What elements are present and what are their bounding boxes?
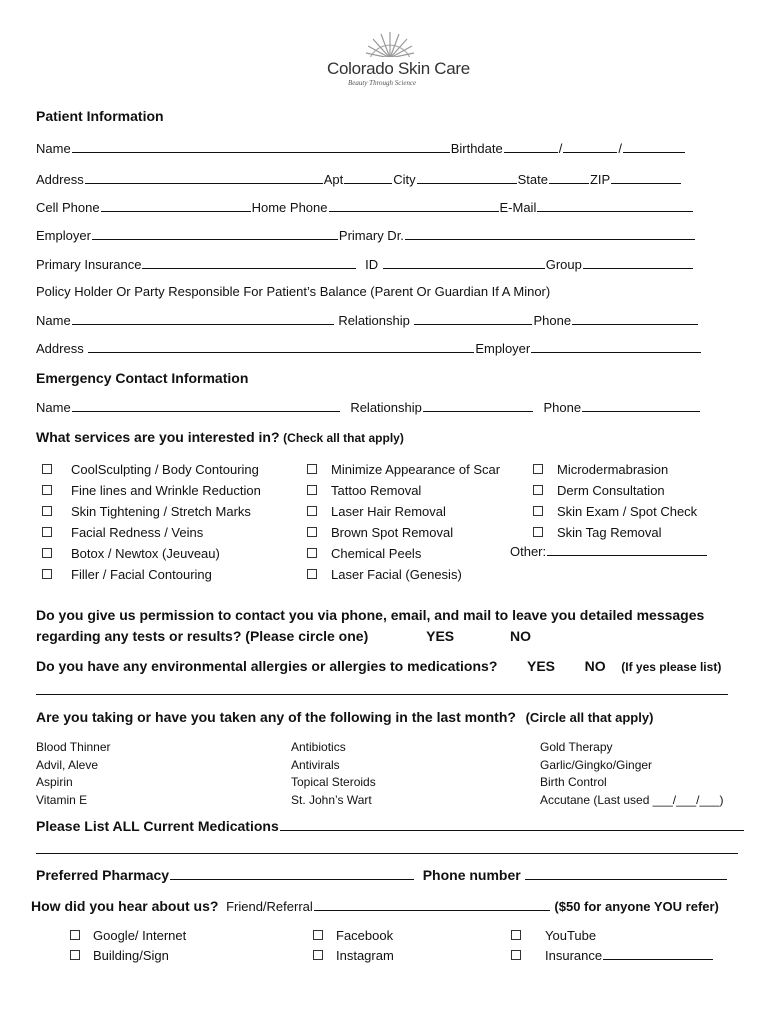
referral-item[interactable]: Instagram (313, 946, 394, 966)
policy-note: Policy Holder Or Party Responsible For Patient’s Balance (Parent Or Guardian If A Minor) (36, 284, 551, 299)
checkbox[interactable] (42, 569, 52, 579)
apt-field[interactable] (344, 171, 392, 184)
state-field[interactable] (549, 171, 589, 184)
pharmacy-field[interactable] (170, 867, 414, 880)
med-item[interactable]: Antibiotics (291, 740, 346, 754)
group-field[interactable] (583, 256, 693, 269)
permission-line1: Do you give us permission to contact you via phone, email, and mail to leave you detailed messages (36, 607, 705, 623)
meds-col1 (36, 739, 111, 809)
checkbox[interactable] (511, 930, 521, 940)
checkbox[interactable] (307, 485, 317, 495)
med-item[interactable]: Blood Thinner (36, 740, 111, 754)
med-item[interactable]: Topical Steroids (291, 775, 376, 789)
checkbox[interactable] (42, 464, 52, 474)
referral-col1 (70, 926, 186, 966)
sunburst-icon (325, 28, 455, 62)
checkbox[interactable] (307, 569, 317, 579)
permission-no[interactable]: NO (510, 628, 532, 644)
med-item[interactable]: Gold Therapy (540, 740, 613, 754)
referral-item[interactable]: Building/Sign (70, 946, 186, 966)
med-item[interactable]: Antivirals (291, 757, 340, 772)
emergency-relationship-field[interactable] (423, 399, 533, 412)
service-item[interactable]: Fine lines and Wrinkle Reduction (42, 480, 261, 501)
cell-phone-field[interactable] (101, 199, 251, 212)
checkbox[interactable] (533, 485, 543, 495)
address-field[interactable] (85, 171, 323, 184)
med-item[interactable]: Garlic/Gingko/Ginger (540, 757, 653, 772)
checkbox[interactable] (307, 506, 317, 516)
home-phone-field[interactable] (329, 199, 499, 212)
service-item[interactable]: Laser Facial (Genesis) (307, 564, 500, 585)
meds-col3 (540, 739, 723, 809)
checkbox[interactable] (533, 464, 543, 474)
checkbox[interactable] (307, 464, 317, 474)
checkbox[interactable] (533, 506, 543, 516)
checkbox[interactable] (307, 527, 317, 537)
permission-line2: regarding any tests or results? (Please circle one) YES NO (36, 628, 532, 644)
city-field[interactable] (417, 171, 517, 184)
service-item[interactable]: Derm Consultation (533, 480, 697, 501)
referral-field[interactable] (314, 898, 550, 911)
service-item[interactable]: Laser Hair Removal (307, 501, 500, 522)
referral-item[interactable]: Google/ Internet (70, 926, 186, 946)
employer-field[interactable] (92, 227, 338, 240)
med-item[interactable]: Vitamin E (36, 792, 88, 807)
service-item[interactable]: CoolSculpting / Body Contouring (42, 459, 261, 480)
responsible-relationship-field[interactable] (414, 312, 532, 325)
service-item[interactable]: Brown Spot Removal (307, 522, 500, 543)
med-item[interactable]: Accutane (Last used ___/___/___) (540, 792, 724, 807)
responsible-employer-field[interactable] (531, 340, 701, 353)
service-item[interactable]: Skin Tag Removal (533, 522, 697, 543)
current-meds-field[interactable] (280, 818, 744, 831)
primary-dr-field[interactable] (405, 227, 695, 240)
birth-year-field[interactable] (623, 140, 685, 153)
other-service-field[interactable] (547, 543, 707, 556)
referral-item[interactable]: YouTube (511, 926, 714, 946)
name-field[interactable] (72, 140, 450, 153)
phone-row: Cell Phone Home Phone E-Mail (36, 199, 694, 215)
checkbox[interactable] (313, 930, 323, 940)
referral-item[interactable]: Insurance (511, 946, 714, 966)
referral-col3 (511, 926, 714, 966)
referral-row: How did you hear about us? Friend/Referral ($50 for anyone YOU refer) (31, 898, 719, 914)
checkbox[interactable] (70, 930, 80, 940)
checkbox[interactable] (42, 485, 52, 495)
med-item[interactable]: St. John’s Wart (291, 792, 372, 807)
emergency-phone-field[interactable] (582, 399, 700, 412)
responsible-name-field[interactable] (72, 312, 334, 325)
referral-col2 (313, 926, 394, 966)
services-other: Other: (510, 543, 708, 559)
service-item[interactable]: Filler / Facial Contouring (42, 564, 261, 585)
emergency-row: Name Relationship Phone (36, 399, 701, 415)
responsible-address-field[interactable] (88, 340, 474, 353)
current-meds-row: Please List ALL Current Medications (36, 818, 745, 834)
services-col3 (533, 459, 697, 543)
checkbox[interactable] (42, 506, 52, 516)
checkbox[interactable] (313, 950, 323, 960)
checkbox[interactable] (42, 527, 52, 537)
insurance-referral-field[interactable] (603, 947, 713, 960)
service-item[interactable]: Chemical Peels (307, 543, 500, 564)
logo-name: Colorado Skin Care (327, 59, 470, 78)
allergies-list-line[interactable] (36, 694, 728, 695)
service-item[interactable]: Skin Tightening / Stretch Marks (42, 501, 261, 522)
checkbox[interactable] (42, 548, 52, 558)
email-field[interactable] (537, 199, 693, 212)
patient-name-row: Name Birthdate / / (36, 140, 686, 156)
employer-row: Employer Primary Dr. (36, 227, 696, 243)
allergies-no[interactable]: NO (584, 658, 606, 674)
med-item[interactable]: Birth Control (540, 775, 607, 789)
emergency-name-field[interactable] (72, 399, 340, 412)
med-item[interactable]: Advil, Aleve (36, 757, 99, 772)
birth-day-field[interactable] (563, 140, 617, 153)
service-item[interactable]: Minimize Appearance of Scar (307, 459, 500, 480)
allergies-row: Do you have any environmental allergies or allergies to medications? YES NO (If yes please list) (36, 658, 722, 674)
permission-yes[interactable]: YES (426, 628, 455, 644)
logo-tagline: Beauty Through Science (348, 79, 417, 87)
service-item[interactable]: Microdermabrasion (533, 459, 697, 480)
checkbox[interactable] (533, 527, 543, 537)
service-item[interactable]: Botox / Newtox (Jeuveau) (42, 543, 261, 564)
checkbox[interactable] (511, 950, 521, 960)
responsible-address-row: Address Employer (36, 340, 702, 356)
current-meds-line2[interactable] (36, 853, 738, 854)
logo (325, 28, 470, 90)
id-field[interactable] (383, 256, 545, 269)
pharmacy-phone-field[interactable] (525, 867, 727, 880)
birth-month-field[interactable] (504, 140, 558, 153)
services-col1 (42, 459, 261, 585)
emergency-heading: Emergency Contact Information (36, 370, 249, 386)
meds-month-heading: Are you taking or have you taken any of the following in the last month? (Circle all that apply) (36, 709, 654, 725)
address-row: Address Apt City State ZIP (36, 171, 682, 187)
zip-field[interactable] (611, 171, 681, 184)
service-item[interactable]: Tattoo Removal (307, 480, 500, 501)
patient-info-heading: Patient Information (36, 108, 164, 124)
responsible-name-row: Name Relationship Phone (36, 312, 699, 328)
referral-item[interactable]: Facebook (313, 926, 394, 946)
checkbox[interactable] (307, 548, 317, 558)
checkbox[interactable] (70, 950, 80, 960)
service-item[interactable]: Skin Exam / Spot Check (533, 501, 697, 522)
meds-col2 (291, 739, 376, 809)
pharmacy-row: Preferred Pharmacy Phone number (36, 867, 728, 883)
allergies-yes[interactable]: YES (527, 658, 556, 674)
services-heading: What services are you interested in? (Check all that apply) (36, 429, 404, 445)
responsible-phone-field[interactable] (572, 312, 698, 325)
insurance-field[interactable] (142, 256, 356, 269)
insurance-row: Primary Insurance ID Group (36, 256, 694, 272)
services-col2 (307, 459, 500, 585)
med-item[interactable]: Aspirin (36, 775, 73, 789)
service-item[interactable]: Facial Redness / Veins (42, 522, 261, 543)
